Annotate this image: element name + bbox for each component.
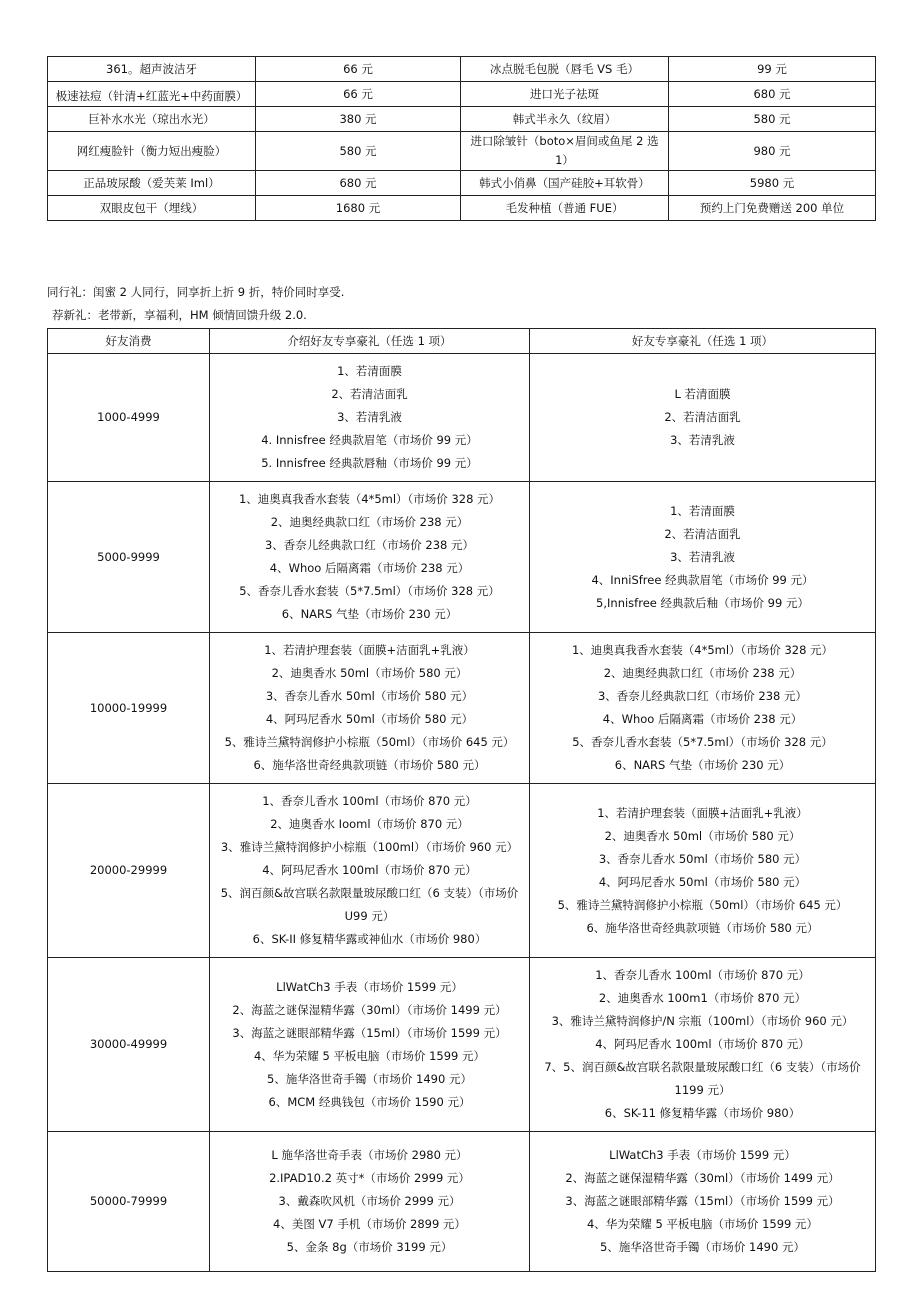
gift-table-header-row	[48, 329, 876, 354]
gift-item: 6、NARS 气垫（市场价 230 元）	[614, 758, 791, 772]
gift-item: 3、雅诗兰黛特润修护小棕瓶（100ml）（市场价 960 元）	[220, 840, 519, 854]
service-name: 冰点脱毛包脱（唇毛 VS 毛）	[461, 57, 669, 82]
gift-item: 3、若清乳液	[670, 549, 735, 564]
introducer-gift-list	[210, 784, 530, 958]
gift-row	[48, 354, 876, 482]
gift-item: 5. Innisfree 经典款唇釉（市场价 99 元）	[261, 456, 478, 470]
gift-item: 2、迪奥经典款口红（市场价 238 元）	[270, 515, 469, 529]
friend-gift-list	[530, 633, 876, 784]
introducer-gift-list	[210, 354, 530, 482]
gift-item: 3、海蓝之谜眼部精华露（15ml）（市场价 1599 元）	[565, 1194, 840, 1208]
price-row	[48, 57, 876, 82]
gift-item: 2、迪奥经典款口红（市场价 238 元）	[603, 666, 802, 680]
price-table	[47, 56, 876, 221]
gift-item: 5、香奈儿香水套装（5*7.5ml）（市场价 328 元）	[239, 584, 500, 598]
price-row	[48, 107, 876, 132]
gift-item: 3、香奈儿香水 50ml（市场价 580 元）	[598, 851, 807, 866]
gift-item: 3、香奈儿经典款口红（市场价 238 元）	[264, 538, 475, 552]
gift-row	[48, 958, 876, 1132]
friend-gift-list	[530, 1132, 876, 1272]
gift-item: 4、阿玛尼香水 50ml（市场价 580 元）	[265, 712, 474, 726]
gift-item: 2、若清洁面乳	[664, 526, 741, 541]
spend-range: 20000-29999	[48, 784, 210, 958]
header-introducer-gift: 介绍好友专享豪礼（任选 1 项）	[210, 329, 530, 354]
gift-item: 2、迪奥香水 100m1（市场价 870 元）	[598, 991, 807, 1005]
referral-note: 荐新礼：老带新，享福利，HM 倾情回馈升级 2.0.	[52, 308, 307, 322]
gift-item: 4、阿玛尼香水 100ml（市场价 870 元）	[595, 1037, 810, 1051]
spend-range: 50000-79999	[48, 1132, 210, 1272]
gift-item: 3、戴森吹风机（市场价 2999 元）	[278, 1194, 461, 1208]
service-price: 5980 元	[669, 171, 876, 196]
gift-item: 2、海蓝之谜保湿精华露（30ml）（市场价 1499 元）	[565, 1171, 840, 1185]
gift-item: 1、香奈儿香水 100ml（市场价 870 元）	[595, 968, 810, 982]
friend-gift-list	[530, 482, 876, 633]
spend-range: 1000-4999	[48, 354, 210, 482]
service-name: 正品玻尿酸（爱芙莱 Iml）	[48, 171, 256, 196]
price-row	[48, 132, 876, 171]
gift-item: 4、阿玛尼香水 100ml（市场价 870 元）	[262, 863, 477, 877]
companion-note: 同行礼：闺蜜 2 人同行，同享折上折 9 折，特价同时享受.	[47, 285, 345, 299]
introducer-gift-list	[210, 1132, 530, 1272]
gift-table-body	[48, 354, 876, 1272]
gift-item: 1、香奈儿香水 100ml（市场价 870 元）	[262, 794, 477, 808]
service-price: 680 元	[669, 82, 876, 107]
gift-item: 3、雅诗兰黛特润修护/N 宗瓶（100ml）（市场价 960 元）	[551, 1014, 854, 1028]
gift-item: 5、施华洛世奇手镯（市场价 1490 元）	[600, 1240, 805, 1254]
gift-item: 2、迪奥香水 50ml（市场价 580 元）	[271, 666, 468, 680]
gift-item: 1、若清面膜	[670, 503, 735, 518]
gift-row	[48, 633, 876, 784]
service-name: 韩式小俏鼻（国产硅胶+耳软骨）	[461, 171, 669, 196]
service-price: 66 元	[256, 82, 461, 107]
gift-item: 4、美图 V7 手机（市场价 2899 元）	[273, 1217, 466, 1231]
gift-item: 5、雅诗兰黛特润修护小棕瓶（50ml）（市场价 645 元）	[224, 735, 515, 749]
price-row	[48, 82, 876, 107]
gift-item: 3、香奈儿经典款口红（市场价 238 元）	[597, 689, 808, 703]
spend-range: 10000-19999	[48, 633, 210, 784]
gift-item: 4、华为荣耀 5 平板电脑（市场价 1599 元）	[253, 1048, 486, 1063]
gift-row	[48, 1132, 876, 1272]
gift-item: 5、雅诗兰黛特润修护小棕瓶（50ml）（市场价 645 元）	[557, 897, 848, 912]
price-row	[48, 196, 876, 221]
service-name: 进口除皱针（boto×眉间或鱼尾 2 选 1）	[461, 132, 669, 171]
gift-item: 2.IPAD10.2 英寸*（市场价 2999 元）	[269, 1171, 470, 1185]
gift-item: 2、迪奥香水 50ml（市场价 580 元）	[604, 828, 801, 843]
spend-range: 5000-9999	[48, 482, 210, 633]
gift-item: LlWatCh3 手表（市场价 1599 元）	[276, 979, 463, 994]
gift-item: 4、阿玛尼香水 50ml（市场价 580 元）	[598, 874, 807, 889]
gift-item: 6、施华洛世奇经典款项链（市场价 580 元）	[586, 920, 819, 935]
service-name: 毛发种植（普通 FUE）	[461, 196, 669, 221]
gift-item: 6、施华洛世奇经典款项链（市场价 580 元）	[253, 758, 486, 772]
price-table-body	[48, 57, 876, 221]
spend-range: 30000-49999	[48, 958, 210, 1132]
service-name: 极速祛痘（针清+红蓝光+中药面膜）	[48, 82, 256, 107]
gift-item: 4. Innisfree 经典款眉笔（市场价 99 元）	[261, 433, 478, 447]
gift-item: 6、SK-11 修复精华露（市场价 980）	[604, 1106, 801, 1120]
gift-item: 6、MCM 经典钱包（市场价 1590 元）	[268, 1094, 471, 1109]
gift-table	[47, 328, 876, 1272]
gift-item: 5、香奈儿香水套装（5*7.5ml）（市场价 328 元）	[572, 735, 833, 749]
gift-item: 1、若清面膜	[337, 364, 402, 378]
gift-item: 4、华为荣耀 5 平板电脑（市场价 1599 元）	[586, 1217, 819, 1231]
gift-item: 3、若清乳液	[337, 410, 402, 424]
gift-item: 2、迪奥香水 Iooml（市场价 870 元）	[270, 817, 469, 831]
service-name: 网红瘦脸针（衡力短出瘦脸）	[48, 132, 256, 171]
gift-item: 1、若清护理套装（面膜+洁面乳+乳液）	[264, 643, 475, 657]
friend-gift-list	[530, 784, 876, 958]
gift-item: 4、Whoo 后隔离霜（市场价 238 元）	[602, 712, 803, 726]
gift-item: 3、若清乳液	[670, 433, 735, 447]
service-price: 580 元	[669, 107, 876, 132]
service-price: 66 元	[256, 57, 461, 82]
price-row	[48, 171, 876, 196]
gift-item: 3、香奈儿香水 50ml（市场价 580 元）	[265, 689, 474, 703]
gift-item: 7、5、润百颜&故宫联名款限量玻尿酸口红（6 支装）（市场价 1199 元）	[544, 1060, 861, 1097]
friend-gift-list	[530, 958, 876, 1132]
gift-item: 1、迪奥真我香水套装（4*5ml）（市场价 328 元）	[238, 492, 501, 506]
service-price: 99 元	[669, 57, 876, 82]
gift-item: 5、润百颜&故宫联名款限量玻尿酸口红（6 支装）（市场价 U99 元）	[220, 886, 519, 923]
service-price: 980 元	[669, 132, 876, 171]
service-price: 580 元	[256, 132, 461, 171]
gift-item: 6、NARS 气垫（市场价 230 元）	[281, 607, 458, 621]
service-name: 361。超声波洁牙	[48, 57, 256, 82]
service-price: 预约上门免费赠送 200 单位	[669, 196, 876, 221]
service-price: 680 元	[256, 171, 461, 196]
gift-item: 1、迪奥真我香水套装（4*5ml）（市场价 328 元）	[571, 643, 834, 657]
gift-item: L 若清面膜	[674, 387, 731, 401]
gift-item: 4、InniSfree 经典款眉笔（市场价 99 元）	[591, 572, 814, 587]
introducer-gift-list	[210, 633, 530, 784]
gift-item: 2、若清洁面乳	[664, 410, 741, 424]
gift-item: 2、若清洁面乳	[331, 387, 408, 401]
service-name: 巨补水水光（琼出水光）	[48, 107, 256, 132]
service-price: 1680 元	[256, 196, 461, 221]
gift-item: 4、Whoo 后隔离霜（市场价 238 元）	[269, 561, 470, 575]
gift-item: 1、若清护理套装（面膜+洁面乳+乳液）	[597, 805, 808, 820]
gift-item: 6、SK-II 修复精华露或神仙水（市场价 980）	[252, 932, 487, 946]
header-friend-gift: 好友专享豪礼（任选 1 项）	[530, 329, 876, 354]
gift-item: 5、施华洛世奇手镯（市场价 1490 元）	[267, 1071, 472, 1086]
introducer-gift-list	[210, 482, 530, 633]
gift-item: 5、金条 8g（市场价 3199 元）	[286, 1240, 453, 1254]
service-price: 380 元	[256, 107, 461, 132]
introducer-gift-list	[210, 958, 530, 1132]
friend-gift-list	[530, 354, 876, 482]
gift-item: 5,Innisfree 经典款后釉（市场价 99 元）	[596, 595, 809, 610]
service-name: 双眼皮包干（埋线）	[48, 196, 256, 221]
service-name: 进口光子祛斑	[461, 82, 669, 107]
service-name: 韩式半永久（纹眉）	[461, 107, 669, 132]
gift-row	[48, 784, 876, 958]
gift-row	[48, 482, 876, 633]
gift-item: 2、海蓝之谜保湿精华露（30ml）（市场价 1499 元）	[232, 1002, 507, 1017]
header-friend-spend: 好友消费	[48, 329, 210, 354]
gift-item: LlWatCh3 手表（市场价 1599 元）	[609, 1148, 796, 1162]
gift-item: 3、海蓝之谜眼部精华露（15ml）（市场价 1599 元）	[232, 1025, 507, 1040]
gift-item: L 施华洛世奇手表（市场价 2980 元）	[271, 1148, 468, 1162]
